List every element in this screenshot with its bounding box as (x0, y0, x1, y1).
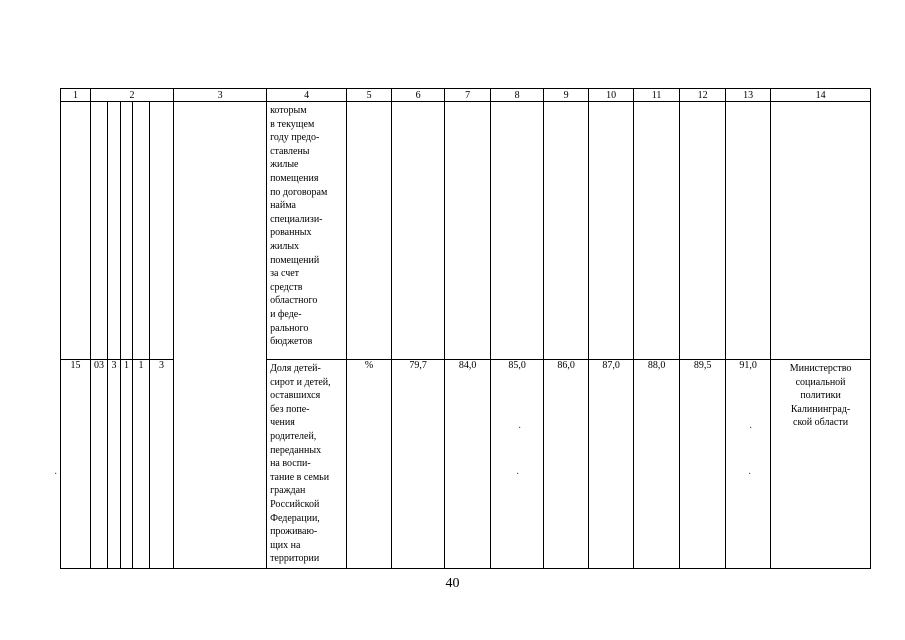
header-cell: 6 (392, 89, 445, 102)
value-cell: 86,0 (544, 360, 589, 569)
value-cell (680, 102, 726, 360)
row-number-cell (61, 102, 91, 360)
header-cell: 12 (680, 89, 726, 102)
header-cell: 14 (771, 89, 871, 102)
code-cell: 1 (133, 360, 150, 569)
code-cell (133, 102, 150, 360)
value-cell: 85,0 (491, 360, 544, 569)
description-cell (267, 360, 347, 569)
unit-cell: % (347, 360, 392, 569)
header-row (61, 89, 871, 102)
indicator-description: Доля детей- сирот и детей, оставшихся без попе- чения родителей, переданных на воспи- тание в семьи граждан Российской Федерации, проживаю- щих на территории (270, 363, 331, 565)
value-cell: 89,5 (680, 360, 726, 569)
value-cell (491, 102, 544, 360)
value-cell: 84,0 (445, 360, 491, 569)
table-row (61, 102, 871, 360)
code-cell (108, 102, 121, 360)
scan-speck: · (748, 469, 752, 480)
scan-speck: · (518, 423, 522, 434)
indicators-table (60, 88, 871, 569)
header-cell: 5 (347, 89, 392, 102)
scan-speck: · (749, 423, 753, 434)
header-cell: 4 (267, 89, 347, 102)
value-cell (589, 102, 634, 360)
value-cell (726, 102, 771, 360)
row-number-cell: 15 (61, 360, 91, 569)
header-cell: 8 (491, 89, 544, 102)
header-cell: 9 (544, 89, 589, 102)
page-number: 40 (445, 576, 460, 591)
header-cell: 2 (91, 89, 174, 102)
code-cell: 3 (108, 360, 121, 569)
header-cell: 1 (61, 89, 91, 102)
column-3-cell (174, 102, 267, 569)
value-cell (445, 102, 491, 360)
value-cell: 88,0 (634, 360, 680, 569)
header-cell: 7 (445, 89, 491, 102)
code-cell (91, 102, 108, 360)
unit-cell (347, 102, 392, 360)
code-cell: 1 (121, 360, 133, 569)
header-cell: 13 (726, 89, 771, 102)
value-cell: 87,0 (589, 360, 634, 569)
code-cell (150, 102, 174, 360)
value-cell (392, 102, 445, 360)
value-cell: 79,7 (392, 360, 445, 569)
scan-speck: · (516, 469, 520, 480)
code-cell (121, 102, 133, 360)
scan-speck: · (54, 469, 58, 480)
responsible-body: Министерство социальной политики Калининград- ской области (789, 363, 852, 429)
header-cell: 10 (589, 89, 634, 102)
description-cell (267, 102, 347, 360)
value-cell (544, 102, 589, 360)
value-cell (634, 102, 680, 360)
value-cell: 91,0 (726, 360, 771, 569)
indicator-description: которым в текущем году предо- ставлены жилые помещения по договорам найма специализи- рованных жилых помещений за счет средств областного и феде- рального бюджетов (270, 105, 328, 348)
code-cell: 3 (150, 360, 174, 569)
header-cell: 11 (634, 89, 680, 102)
responsible-cell (771, 102, 871, 360)
header-cell: 3 (174, 89, 267, 102)
code-cell: 03 (91, 360, 108, 569)
responsible-cell (771, 360, 871, 569)
